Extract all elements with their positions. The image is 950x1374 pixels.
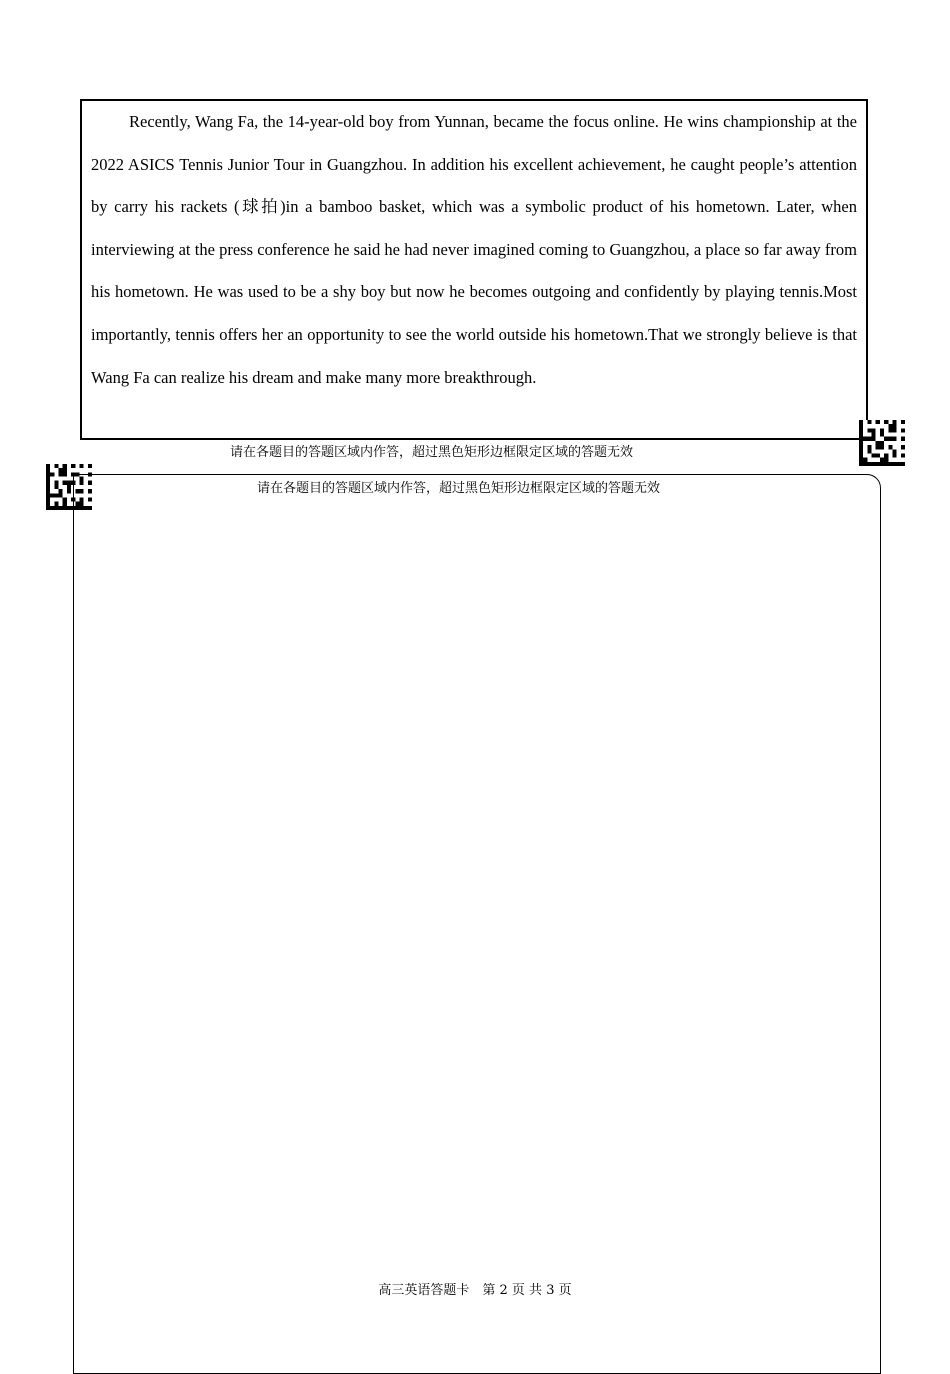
answer-box — [73, 474, 881, 1374]
answer-area-warning-top: 请在各题目的答题区域内作答，超过黑色矩形边框限定区域的答题无效 — [230, 445, 634, 460]
answer-area-warning-bottom: 请在各题目的答题区域内作答，超过黑色矩形边框限定区域的答题无效 — [257, 481, 661, 496]
essay-text: Recently, Wang Fa, the 14-year-old boy from Yunnan, became the focus online. He wins championship at the 2022 ASICS Tennis Junior Tour in Guangzhou. In addition his excellent achievement, he caught people’s attention by carry his rackets (球拍)in a bamboo basket, which was a symbolic product of his hometown. Later, when interviewing at the press conference he said he had never imagined coming to Guangzhou, a place so far away from his hometown. He was used to be a shy boy but now he becomes outgoing and confidently by playing tennis.Most importantly, tennis offers her an opportunity to see the world outside his hometown.That we strongly believe is that Wang Fa can realize his dream and make many more breakthrough. — [91, 112, 857, 387]
page-footer: 高三英语答题卡 第 2 页 共 3 页 — [378, 1283, 572, 1298]
qr-code-icon — [859, 420, 905, 466]
essay-answer-box — [80, 99, 868, 440]
